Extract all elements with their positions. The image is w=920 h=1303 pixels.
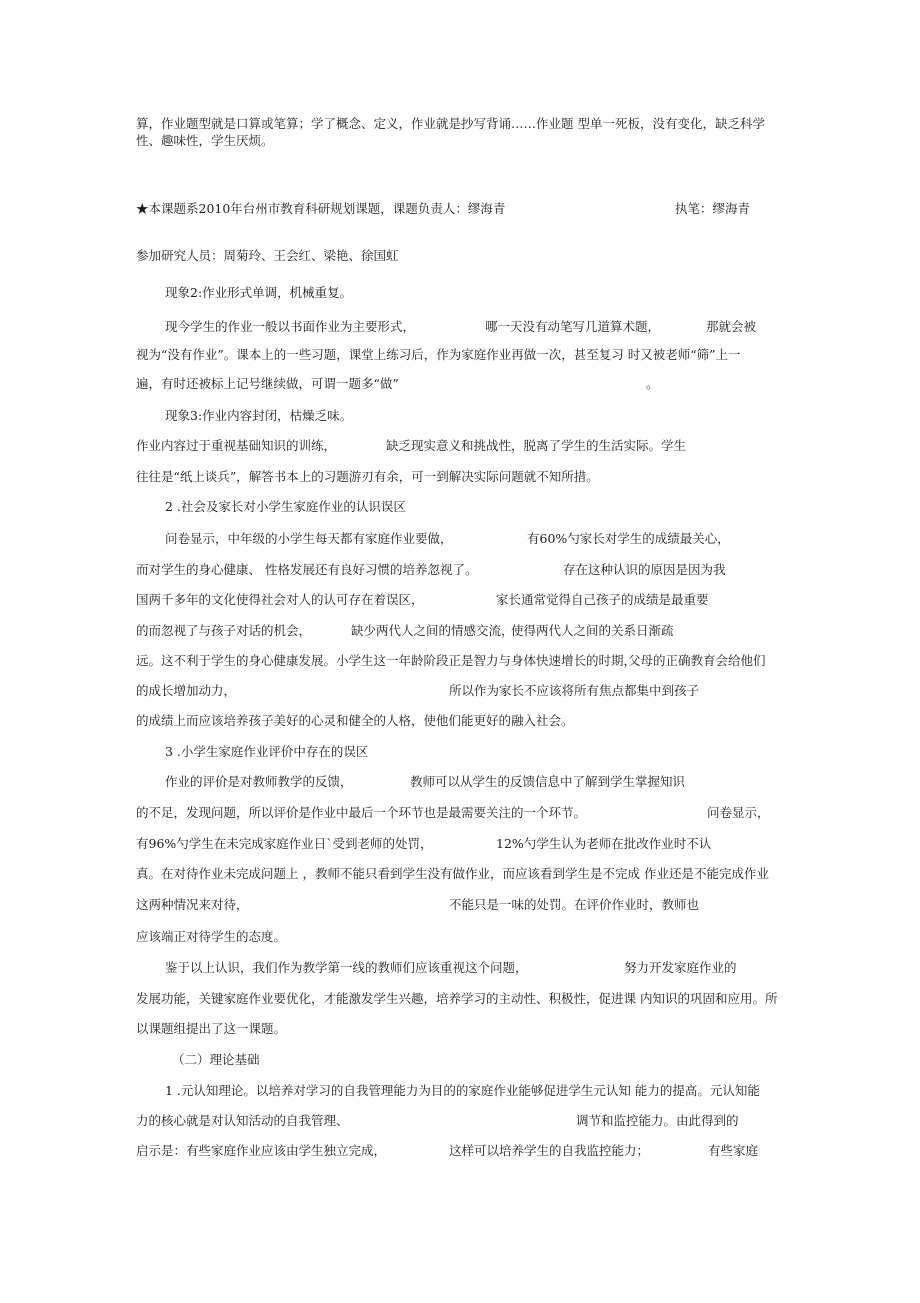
text-segment: 。 (646, 376, 659, 391)
text-segment: 作业内容过于重视基础知识的训练， (136, 438, 337, 453)
text-segment: 性、趣味性，学生厌烦。 (136, 133, 274, 148)
text-segment: 启示是：有些家庭作业应该由学生独立完成， (136, 1143, 387, 1158)
text-segment: 力的核心就是对认知活动的自我管理、 (136, 1113, 349, 1128)
text-line (165, 285, 786, 301)
text-segment: 鉴于以上认识，我们作为教学第一线的教师们应该重视这个问题， (165, 960, 528, 975)
text-line (136, 133, 786, 149)
text-line (136, 248, 786, 264)
text-line (136, 713, 786, 729)
text-segment: 调节和监控能力。由此得到的 (576, 1113, 739, 1128)
text-segment: 现象3:作业内容封闭，枯燥乏味。 (165, 408, 353, 423)
text-segment: 问卷显示， (707, 805, 770, 820)
text-segment: 努力开发家庭作业的 (624, 960, 737, 975)
text-line (136, 438, 786, 454)
text-segment: 作业的评价是对教师教学的反馈， (165, 774, 353, 789)
text-segment: 发展功能，关键家庭作业要优化，才能激发学生兴趣，培养学习的主动性、积极性，促进课 内知识的巩固和应用。所 (136, 991, 778, 1006)
text-segment: 参加研究人员：周菊玲、王会红、梁艳、徐国虹 (136, 248, 399, 263)
text-line (165, 408, 786, 424)
text-line (136, 592, 786, 608)
text-line (165, 319, 786, 335)
text-segment: 而对学生的身心健康、 性格发展还有良好习惯的培养忽视了。 (136, 562, 478, 577)
text-segment: 3 .小学生家庭作业评价中存在的误区 (165, 744, 369, 759)
text-segment: 2 .社会及家长对小学生家庭作业的认识误区 (165, 499, 406, 514)
text-line (136, 376, 786, 392)
text-segment: 以课题组提出了这一课题。 (136, 1021, 287, 1036)
text-segment: 1 .元认知理论。以培养对学习的自我管理能力为目的的家庭作业能够促进学生元认知 能力的提高。元认知能 (165, 1083, 760, 1098)
text-segment: 视为“没有作业”。课本上的一些习题，课堂上练习后，作为家庭作业再做一次，甚至复习 时又被老师“筛”上一 (136, 347, 741, 362)
text-segment: 家长通常觉得自己孩子的成绩是最重要 (496, 592, 709, 607)
funding-note (136, 201, 786, 217)
text-line (136, 1113, 786, 1129)
text-line (136, 562, 786, 578)
text-segment: 现象2:作业形式单调，机械重复。 (165, 285, 353, 300)
text-segment: 问卷显示，中年级的小学生每天都有家庭作业要做， (165, 531, 453, 546)
section-heading (165, 744, 786, 760)
text-line (136, 623, 786, 639)
text-segment: 哪一天没有动笔写几道算术题， (485, 319, 661, 334)
text-segment: 使得两代人之间的关系日渐疏 (511, 623, 674, 638)
text-line (136, 805, 786, 821)
text-line (136, 866, 786, 882)
text-line (165, 774, 786, 790)
section-heading (165, 499, 786, 515)
text-line (136, 991, 786, 1007)
text-line (136, 929, 786, 945)
text-segment: 这两种情况来对待， (136, 897, 249, 912)
text-segment: 12%勺学生认为老师在批改作业时不认 (496, 836, 712, 851)
text-segment: 遍，有时还被标上记号继续做，可谓一题多“做” (136, 376, 399, 391)
text-segment: 算，作业题型就是口算或笔算；学了概念、定义，作业就是抄写背诵……作业题 型单一死板，没有变化，缺乏科学 (136, 116, 765, 131)
text-line (136, 347, 786, 363)
text-line (136, 1143, 786, 1159)
text-line (136, 683, 786, 699)
text-segment: 现今学生的作业一般以书面作业为主要形式， (165, 319, 416, 334)
text-segment: （二）理论基础 (172, 1052, 260, 1067)
text-line (136, 836, 786, 852)
text-segment: ★本课题系2010年台州市教育科研规划课题，课题负责人：缪海青 (136, 201, 506, 216)
text-segment: 父母的正确教育会给他们 (628, 653, 766, 668)
text-segment: 执笔：缪海青 (675, 201, 751, 216)
text-segment: 有96%勺学生在未完成家庭作业日`受到老师的处罚， (136, 836, 433, 851)
text-segment: 的而忽视了与孩子对话的机会， (136, 623, 312, 638)
text-line (136, 469, 786, 485)
section-heading (172, 1052, 786, 1068)
text-segment: 缺乏现实意义和挑战性，脱离了学生的生活实际。学生 (386, 438, 687, 453)
text-line (136, 116, 786, 132)
text-segment: 不能只是一味的处罚。在评价作业时，教师也 (449, 897, 700, 912)
text-line (165, 531, 786, 547)
text-segment: 真。在对待作业未完成问题上 ，教师不能只看到学生没有做作业，而应该看到学生是不完成 作业还是不能完成作业 (136, 866, 769, 881)
text-segment: 远。这不利于学生的身心健康发展。小学生这一年龄阶段正是智力与身体快速增长的时期， (136, 653, 637, 668)
text-segment: 有些家庭 (708, 1143, 759, 1158)
text-segment: 往往是“纸上谈兵”，解答书本上的习题游刃有余，可一到解决实际问题就不知所措。 (136, 469, 599, 484)
text-segment: 存在这种认识的原因是因为我 (563, 562, 726, 577)
text-segment: 应该端正对待学生的态度。 (136, 929, 287, 944)
text-line (136, 897, 786, 913)
text-line (165, 960, 786, 976)
text-line (136, 1021, 786, 1037)
text-line (136, 653, 786, 669)
text-segment: 缺少两代人之间的情感交流， (351, 623, 514, 638)
text-line (165, 1083, 786, 1099)
text-segment: 国两千多年的文化使得社会对人的认可存在着误区， (136, 592, 424, 607)
text-segment: 那就会被 (706, 319, 757, 334)
text-segment: 这样可以培养学生的自我监控能力； (449, 1143, 650, 1158)
text-segment: 所以作为家长不应该将所有焦点都集中到孩子 (449, 683, 700, 698)
text-segment: 的成长增加动力， (136, 683, 237, 698)
text-segment: 的不足，发现问题，所以评价是作业中最后一个环节也是最需要关注的一个环节。 (136, 805, 587, 820)
text-segment: 有60%勺家长对学生的成绩最关心， (527, 531, 730, 546)
text-segment: 教师可以从学生的反馈信息中了解到学生掌握知识 (410, 774, 686, 789)
text-segment: 的成绩上而应该培养孩子美好的心灵和健全的人格，使他们能更好的融入社会。 (136, 713, 574, 728)
